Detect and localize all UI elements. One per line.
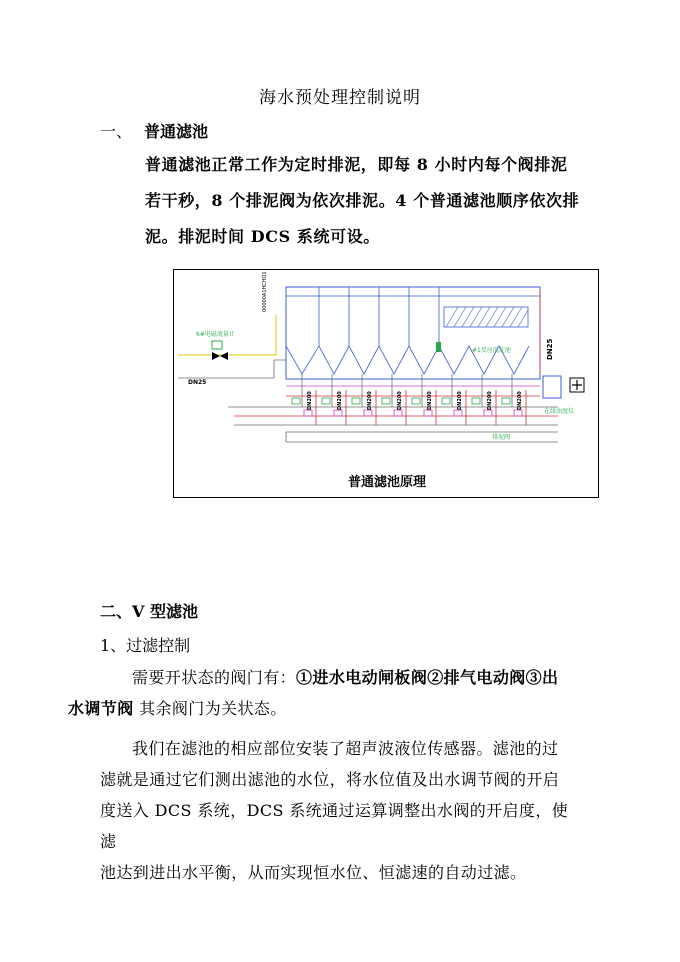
filter-diagram-figure — [173, 269, 599, 498]
paragraph-line: 泥。排泥时间 DCS 系统可设。 — [145, 227, 380, 246]
open-valves-list: ①进水电动闸板阀②排气电动阀③出 — [296, 668, 559, 687]
dn25-right-label: DN25 — [546, 338, 554, 360]
tube-settler-hatch — [446, 307, 528, 327]
tank-label: #1反应沉淀池 — [472, 347, 511, 354]
drain-valve-station — [502, 374, 526, 425]
paragraph-line: 普通滤池正常工作为定时排泥，即每 8 小时内每个阀排泥 — [145, 155, 568, 174]
pipe-size-label: DN200 — [517, 391, 523, 410]
valve-state-lead: 需要开状态的阀门有： — [132, 668, 297, 687]
page-title: 海水预处理控制说明 — [259, 88, 421, 108]
drain-valve-station — [412, 374, 436, 425]
section-1-heading — [100, 119, 208, 142]
pipe-size-label: DN200 — [427, 391, 433, 410]
paragraph-line: 若干秒，8 个排泥阀为依次排泥。4 个普通滤池顺序依次排 — [145, 191, 580, 210]
flowmeter-icon — [212, 341, 222, 349]
level-sensor-icon — [436, 342, 441, 352]
valve-icon — [212, 352, 220, 360]
filtration-paragraph — [100, 733, 578, 888]
drain-valve-station — [322, 374, 346, 425]
hopper-walls — [286, 287, 529, 374]
drain-valve-station — [442, 374, 466, 425]
paragraph-line: 度送入 DCS 系统，DCS 系统通过运算调整出水阀的开启度，使滤 — [100, 801, 569, 851]
filter-schematic — [174, 270, 600, 499]
section-1-title: 普通滤池 — [144, 122, 209, 141]
tag-label: 00000A1HCHQ1 — [262, 271, 268, 312]
drain-valve-station — [352, 374, 376, 425]
section-2-heading: 二、V 型滤池 — [100, 602, 198, 621]
analyzer-box — [543, 376, 561, 398]
drain-valve-station — [472, 374, 496, 425]
valve-state-tail: 其余阀门为关状态。 — [133, 699, 287, 718]
drain-label: 排泥阀 — [492, 434, 511, 441]
pipe-size-label: DN200 — [487, 391, 493, 410]
analyzer-label: 在线浊度仪 — [544, 408, 575, 415]
dn25-left-label: DN25 — [188, 379, 207, 386]
pipe-size-label: DN200 — [397, 391, 403, 410]
paragraph-line: 我们在滤池的相应部位安装了超声波液位传感器。滤池的过 — [132, 739, 559, 758]
tank-outline — [286, 287, 540, 379]
paragraph-line: 滤就是通过它们测出滤池的水位，将水位值及出水调节阀的开启 — [100, 770, 560, 789]
open-valves-list-cont: 水调节阀 — [68, 699, 134, 718]
figure-caption: 普通滤池原理 — [347, 475, 426, 490]
drain-valve-stations — [292, 374, 526, 425]
pipe-size-label: DN200 — [367, 391, 373, 410]
valve-state-paragraph — [68, 662, 578, 724]
pipe-size-label: DN200 — [307, 391, 313, 410]
drain-valve-station — [382, 374, 406, 425]
section-1-number: 一、 — [100, 122, 133, 141]
pipe-size-label: DN200 — [337, 391, 343, 410]
pipe-size-label: DN200 — [457, 391, 463, 410]
paragraph-line: 池达到进出水平衡，从而实现恒水位、恒滤速的自动过滤。 — [100, 863, 527, 882]
flowmeter-label: 6#电磁流量计 — [196, 331, 235, 338]
section-1-paragraph — [145, 147, 585, 255]
subsection-heading: 1、过滤控制 — [100, 636, 191, 655]
drain-valve-station — [292, 374, 316, 425]
